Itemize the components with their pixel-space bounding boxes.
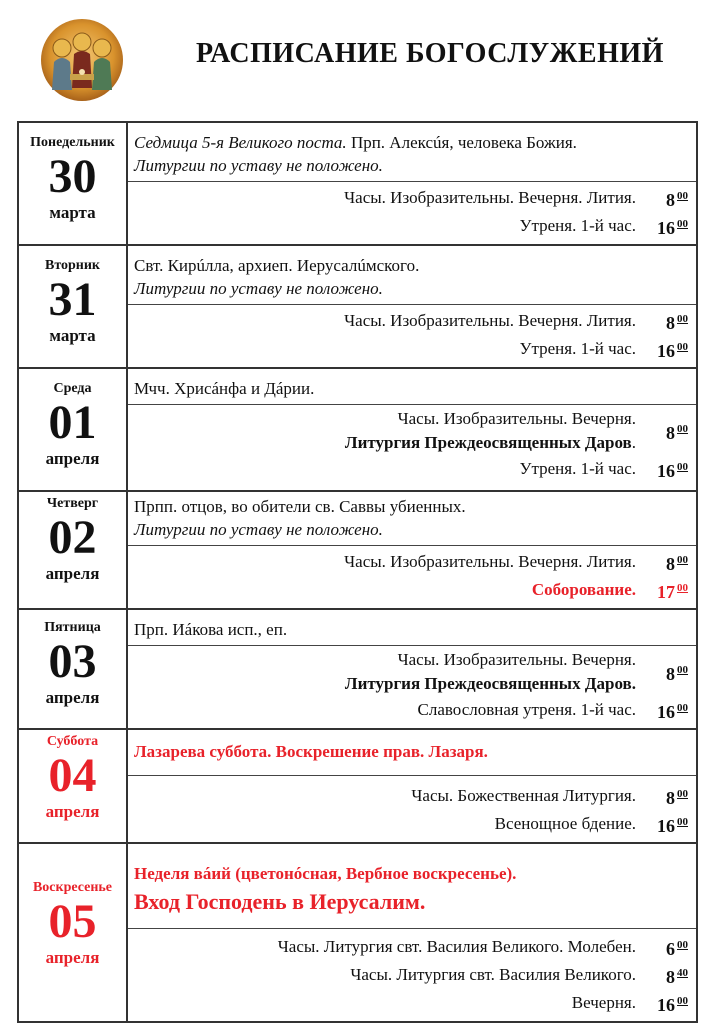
feast-info [128, 844, 696, 929]
day-row [18, 491, 697, 609]
feast-saint: Лазарева суббота. Воскрешение прав. Лазаря. [134, 742, 488, 761]
service-text: Часы. Изобразительны. Вечерня. Литургия Преждеосвященных Даров. [344, 409, 636, 452]
day-of-week: Воскресенье [32, 880, 113, 895]
service-time: 16 $^{00}$ [657, 341, 688, 361]
service-text: Утреня. 1-й час. [519, 339, 636, 358]
services-list [128, 546, 696, 608]
feast-week: Седмица 5-я Великого поста. [134, 133, 347, 152]
day-content [127, 491, 697, 609]
service-text: Соборование. [531, 580, 636, 599]
service-time: 8 $^{00}$ [666, 190, 688, 210]
service-row [134, 576, 688, 604]
day-of-week: Четверг [46, 496, 99, 511]
day-of-week: Вторник [44, 258, 100, 273]
day-content [127, 245, 697, 368]
service-time: 6 $^{00}$ [666, 939, 688, 959]
month: апреля [45, 564, 100, 583]
day-number: 05 [48, 895, 97, 948]
day-of-week: Среда [53, 381, 92, 396]
feast-saint: Свт. Кирúлла, архиеп. Иерусалúмского. [134, 256, 420, 275]
service-time: 16 $^{00}$ [657, 816, 688, 836]
month: апреля [45, 948, 100, 967]
day-cell [18, 843, 127, 1022]
service-time: 16 $^{00}$ [657, 218, 688, 238]
day-content [127, 843, 697, 1022]
day-number: 04 [48, 749, 97, 802]
day-cell [18, 729, 127, 843]
month: марта [49, 326, 96, 345]
services-list [128, 305, 696, 367]
service-row [134, 696, 688, 724]
trinity-icon [40, 18, 124, 102]
feast-saint: Прп. Алексúя, человека Божия. [346, 133, 577, 152]
feast-name: Неделя вáий (цветонóсная, Вербное воскресенье). [134, 864, 517, 883]
service-time: 17 $^{00}$ [657, 582, 688, 602]
service-row [134, 989, 688, 1017]
day-row [18, 729, 697, 843]
day-row [18, 843, 697, 1022]
service-row [134, 648, 688, 696]
month: апреля [45, 802, 100, 821]
service-row [134, 548, 688, 576]
feast-info [128, 730, 696, 776]
services-list [128, 646, 696, 728]
services-list [128, 776, 696, 842]
service-text: Часы. Изобразительны. Вечерня. Лития. [344, 552, 636, 571]
day-content [127, 368, 697, 491]
feast-info [128, 246, 696, 305]
service-row [134, 184, 688, 212]
day-number: 03 [48, 635, 97, 688]
liturgy-note: Литургии по уставу не положено. [134, 279, 383, 298]
feast-info [128, 610, 696, 646]
service-text: Часы. Божественная Литургия. [411, 786, 636, 805]
day-number: 30 [48, 150, 97, 203]
service-text: Всенощное бдение. [494, 814, 636, 833]
day-cell [18, 368, 127, 491]
day-number: 31 [48, 273, 97, 326]
service-text: Часы. Литургия свт. Василия Великого. [350, 965, 636, 984]
feast-info [128, 123, 696, 182]
feast-saint: Мчч. Хрисáнфа и Дáрии. [134, 379, 315, 398]
service-time: 16 $^{00}$ [657, 995, 688, 1015]
service-row [134, 782, 688, 810]
service-time: 16 $^{00}$ [657, 702, 688, 722]
feast-info [128, 492, 696, 546]
header [0, 0, 724, 118]
service-time: 16 $^{00}$ [657, 461, 688, 481]
service-time: 8 $^{00}$ [666, 423, 688, 443]
day-of-week: Понедельник [30, 135, 115, 150]
service-row [134, 407, 688, 455]
feast-info [128, 369, 696, 405]
day-of-week: Пятница [44, 620, 101, 635]
services-list [128, 182, 696, 244]
service-row [134, 933, 688, 961]
month: апреля [45, 688, 100, 707]
day-content [127, 609, 697, 729]
feast-saint: Прп. Иáкова исп., еп. [134, 620, 288, 639]
service-text: Часы. Литургия свт. Василия Великого. Молебен. [277, 937, 636, 956]
day-row [18, 368, 697, 491]
service-time: 8 $^{00}$ [666, 788, 688, 808]
day-row [18, 245, 697, 368]
service-row [134, 810, 688, 838]
day-cell [18, 122, 127, 245]
service-time: 8 $^{00}$ [666, 313, 688, 333]
liturgy-note: Литургии по уставу не положено. [134, 156, 383, 175]
month: апреля [45, 449, 100, 468]
day-cell [18, 609, 127, 729]
service-row [134, 455, 688, 483]
day-cell [18, 491, 127, 609]
liturgy-note: Литургии по уставу не положено. [134, 520, 383, 539]
feast-title: Вход Господень в Иерусалим. [134, 889, 426, 914]
page-title: РАСПИСАНИЕ БОГОСЛУЖЕНИЙ [196, 38, 664, 69]
service-row [134, 212, 688, 240]
service-text: Славословная утреня. 1-й час. [417, 700, 636, 719]
service-row [134, 961, 688, 989]
services-list [128, 929, 696, 1021]
day-of-week: Суббота [46, 734, 99, 749]
day-content [127, 729, 697, 843]
day-content [127, 122, 697, 245]
day-row [18, 609, 697, 729]
service-text: Часы. Изобразительны. Вечерня. Лития. [344, 311, 636, 330]
day-number: 01 [48, 396, 97, 449]
service-text: Утреня. 1-й час. [519, 216, 636, 235]
day-row [18, 122, 697, 245]
service-text: Часы. Изобразительны. Вечерня. Лития. [344, 188, 636, 207]
service-time: 8 $^{40}$ [666, 967, 688, 987]
service-row [134, 335, 688, 363]
month: марта [49, 203, 96, 222]
service-time: 8 $^{00}$ [666, 554, 688, 574]
schedule-table [17, 121, 698, 1023]
service-time: 8 $^{00}$ [666, 664, 688, 684]
service-row [134, 307, 688, 335]
service-text: Утреня. 1-й час. [519, 459, 636, 478]
service-text: Вечерня. [571, 993, 636, 1012]
services-list [128, 405, 696, 487]
feast-saint: Прпп. отцов, во обители св. Саввы убиенных. [134, 497, 466, 516]
day-number: 02 [48, 511, 97, 564]
day-cell [18, 245, 127, 368]
service-text: Часы. Изобразительны. Вечерня. Литургия Преждеосвященных Даров. [344, 650, 636, 693]
